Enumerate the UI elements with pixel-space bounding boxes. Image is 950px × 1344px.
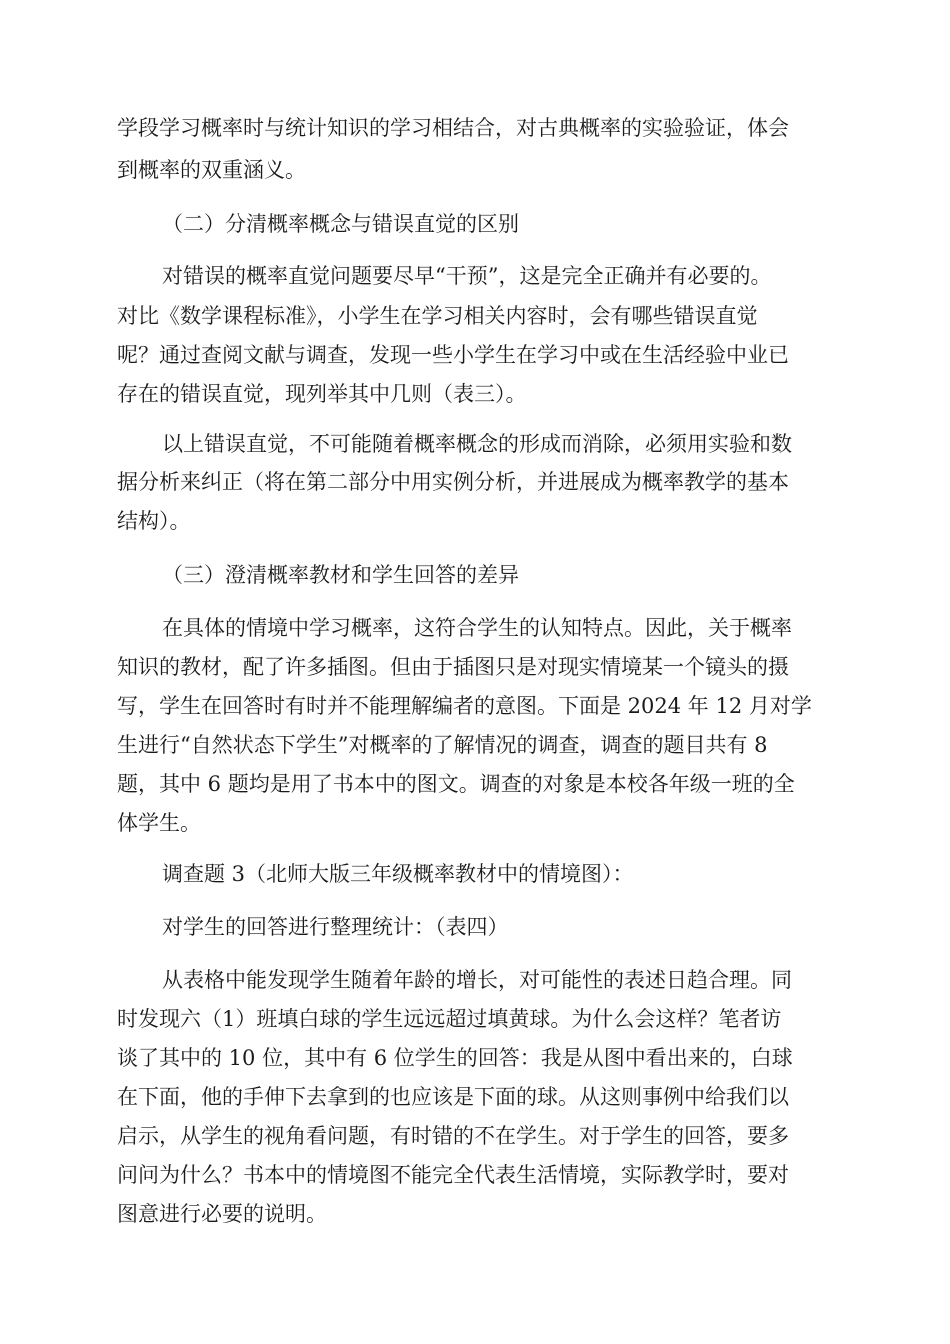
paragraph-line: 在下面，他的手伸下去拿到的也应该是下面的球。从这则事例中给我们以 (117, 1085, 789, 1109)
paragraph-line: 对错误的概率直觉问题要尽早“干预”，这是完全正确并有必要的。 (162, 264, 772, 288)
paragraph-line: 以上错误直觉，不可能随着概率概念的形成而消除，必须用实验和数 (162, 432, 792, 456)
paragraph-line: 谈了其中的 10 位，其中有 6 位学生的回答：我是从图中看出来的，白球 (117, 1046, 793, 1070)
paragraph-line: 对比《数学课程标准》，小学生在学习相关内容时，会有哪些错误直觉 (117, 304, 758, 328)
paragraph-line: 时发现六（1）班填白球的学生远远超过填黄球。为什么会这样？笔者访 (117, 1007, 782, 1031)
section-heading: （三）澄清概率教材和学生回答的差异 (162, 563, 519, 587)
paragraph-line: 题，其中 6 题均是用了书本中的图文。调查的对象是本校各年级一班的全 (117, 772, 795, 796)
paragraph-line: 在具体的情境中学习概率，这符合学生的认知特点。因此，关于概率 (162, 616, 792, 640)
paragraph-line: 呢？通过查阅文献与调查，发现一些小学生在学习中或在生活经验中业已 (117, 343, 789, 367)
paragraph-line: 存在的错误直觉，现列举其中几则（表三）。 (117, 382, 527, 406)
paragraph-line: 结构）。 (117, 509, 191, 533)
paragraph-line: 学段学习概率时与统计知识的学习相结合，对古典概率的实验验证，体会 (117, 116, 789, 140)
section-heading: （二）分清概率概念与错误直觉的区别 (162, 212, 519, 236)
paragraph-line: 问问为什么？书本中的情境图不能完全代表生活情境，实际教学时，要对 (117, 1163, 789, 1187)
paragraph-line: 据分析来纠正（将在第二部分中用实例分析，并进展成为概率教学的基本 (117, 470, 789, 494)
paragraph-line: 体学生。 (117, 811, 201, 835)
paragraph-line: 到概率的双重涵义。 (117, 158, 306, 182)
paragraph-line: 生进行“自然状态下学生”对概率的了解情况的调查，调查的题目共有 8 (117, 733, 768, 757)
paragraph-line: 从表格中能发现学生随着年龄的增长，对可能性的表述日趋合理。同 (162, 968, 792, 992)
paragraph-line: 知识的教材，配了许多插图。但由于插图只是对现实情境某一个镜头的摄 (117, 655, 789, 679)
paragraph-line: 对学生的回答进行整理统计：（表四） (162, 915, 509, 939)
paragraph-line: 图意进行必要的说明。 (117, 1202, 327, 1226)
paragraph-line: 启示，从学生的视角看问题，有时错的不在学生。对于学生的回答，要多 (117, 1124, 789, 1148)
paragraph-line: 写，学生在回答时有时并不能理解编者的意图。下面是 2024 年 12 月对学 (117, 694, 812, 718)
paragraph-line: 调查题 3（北师大版三年级概率教材中的情境图）： (162, 862, 634, 886)
